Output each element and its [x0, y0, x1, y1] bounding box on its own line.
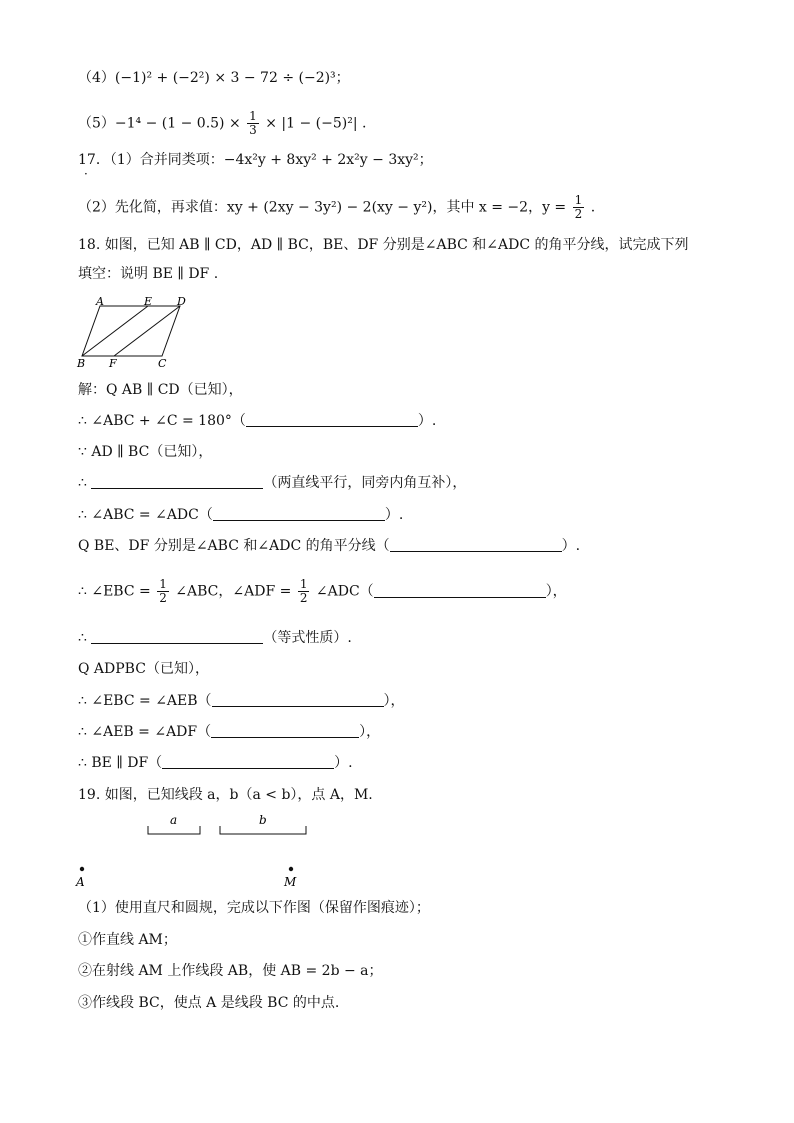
label-point-a: A — [76, 875, 85, 889]
answer-blank[interactable] — [390, 537, 562, 552]
parallelogram-figure — [72, 294, 222, 370]
label-d: D — [177, 295, 186, 308]
answer-blank[interactable] — [211, 723, 359, 738]
q18-title: 18. 如图，已知 AB ∥ CD，AD ∥ BC，BE、DF 分别是∠ABC 和∠ADC 的角平分线，试完成下列 — [78, 237, 689, 253]
label-e: E — [144, 295, 153, 308]
segments-figure — [140, 812, 320, 840]
parallelogram-abcd — [82, 306, 180, 356]
solution-line-4: ∴ （两直线平行，同旁内角互补）， — [78, 475, 467, 491]
solution-line-6: Q BE、DF 分别是∠ABC 和∠ADC 的角平分线（ ）. — [78, 538, 581, 554]
q19-step3: ③作线段 BC，使点 A 是线段 BC 的中点. — [78, 995, 340, 1011]
solution-line-7: ∴ ∠EBC = $\frac{1}{2}$ ∠ABC，∠ADF = $\frac{1}{2}$ ∠ADC（ ）， — [78, 577, 567, 605]
q17-dot: · — [84, 167, 88, 181]
q17-part2: （2）先化简，再求值：xy + (2xy − 3y²) − 2(xy − y²)，其中 x = −2，y = $\frac{1}{2}$ . — [78, 193, 596, 221]
label-f: F — [109, 357, 117, 370]
q19-step2: ②在射线 AM 上作线段 AB，使 AB = 2b − a； — [78, 963, 383, 979]
solution-line-8: ∴ （等式性质）. — [78, 630, 352, 646]
fraction: $\frac{1}{2}$ — [574, 193, 583, 221]
segment-be — [82, 306, 148, 356]
label-seg-a: a — [170, 813, 178, 827]
solution-line-10: ∴ ∠EBC = ∠AEB（ ）， — [78, 693, 405, 709]
fraction: $\frac{1}{3}$ — [249, 109, 257, 137]
point-a-dot — [80, 867, 84, 871]
q19-step1: ①作直线 AM； — [78, 932, 177, 948]
answer-blank[interactable] — [374, 583, 546, 598]
point-m-dot — [289, 867, 293, 871]
fraction: $\frac{1}{2}$ — [299, 577, 308, 605]
answer-blank[interactable] — [212, 692, 384, 707]
answer-blank[interactable] — [246, 412, 418, 427]
solution-line-12: ∴ BE ∥ DF（ ）. — [78, 755, 353, 771]
q16-item5: （5）−1⁴ − (1 − 0.5) × $\frac{1}{3}$ × |1 − (−5)²| . — [78, 109, 367, 137]
answer-blank[interactable] — [213, 506, 385, 521]
segment-df — [114, 306, 180, 356]
answer-blank[interactable] — [162, 754, 334, 769]
segment-b — [220, 826, 306, 834]
q18-title-cont: 填空：说明 BE ∥ DF . — [78, 266, 219, 282]
solution-line-11: ∴ ∠AEB = ∠ADF（ ）， — [78, 724, 381, 740]
answer-blank[interactable] — [91, 629, 263, 644]
label-point-m: M — [284, 875, 297, 889]
label-b: B — [77, 357, 86, 370]
answer-blank[interactable] — [91, 474, 263, 489]
solution-line-9: Q ADPBC（已知）， — [78, 661, 209, 677]
solution-line-3: ∵ AD ∥ BC（已知）， — [78, 444, 213, 460]
q19-part1: （1）使用直尺和圆规，完成以下作图（保留作图痕迹）； — [78, 900, 430, 916]
q19-title: 19. 如图，已知线段 a，b（a < b），点 A，M. — [78, 787, 373, 803]
solution-line-5: ∴ ∠ABC = ∠ADC（ ）. — [78, 507, 404, 523]
q17-part1: 17．（1）合并同类项：−4x²y + 8xy² + 2x²y − 3xy²； — [78, 152, 433, 168]
label-c: C — [158, 357, 167, 370]
points-figure — [70, 862, 310, 892]
solution-line-1: 解：Q AB ∥ CD（已知）， — [78, 382, 243, 398]
solution-line-2: ∴ ∠ABC + ∠C = 180°（ ）. — [78, 413, 437, 429]
label-a: A — [96, 295, 104, 308]
fraction: $\frac{1}{2}$ — [159, 577, 167, 605]
segment-a — [148, 826, 200, 834]
label-seg-b: b — [259, 813, 267, 827]
q16-item4: （4）(−1)² + (−2²) × 3 − 72 ÷ (−2)³； — [78, 70, 350, 86]
